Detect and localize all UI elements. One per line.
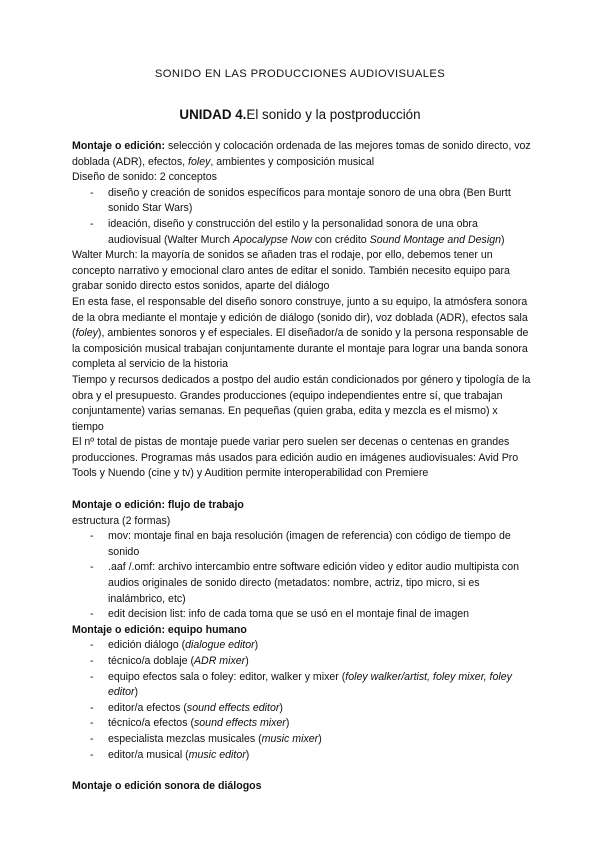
list-item: [108, 716, 532, 732]
section4-heading: [72, 779, 532, 795]
role-term: music mixer: [261, 732, 319, 745]
paragraph-phase: [72, 295, 532, 373]
role-term: sound effects editor: [186, 701, 280, 714]
role-term: dialogue editor: [185, 639, 255, 652]
role-term: foley walker/artist, foley mixer, foley editor: [108, 670, 512, 699]
unit-label: UNIDAD 4.: [179, 107, 247, 122]
film-title: Apocalypse Now: [233, 233, 312, 246]
section1-intro-text-b: , ambientes y composición musical: [210, 155, 375, 168]
role-term: music editor: [188, 748, 246, 761]
role-term: ADR mixer: [193, 655, 246, 667]
role-term: sound effects mixer: [193, 717, 286, 730]
section1-intro: [72, 139, 532, 170]
list-item-text: ): [500, 233, 505, 246]
role-label: equipo efectos sala o foley: editor, walker y mixer (: [108, 670, 346, 683]
team-list: [72, 638, 532, 763]
list-item: - .aaf /.omf: archivo intercambio entre software edición video y editor audio multipista con audios originales de sonido directo (metadatos: nombre, actriz, tipo micro, si es inalámbrico, etc): [108, 560, 532, 607]
list-item: - diseño y creación de sonidos específicos para montaje sonoro de una obra (Ben Burtt sonido Star Wars): [108, 186, 532, 217]
paragraph-tracks: El nº total de pistas de montaje puede variar pero suelen ser decenas o centenas en grandes producciones. Programas más usados para edición audio en imágenes audiovisuales: Avid Pro Tools y Nuendo (cine y tv) y Audition permite interoperabilidad con Premiere: [72, 436, 519, 480]
paragraph-murch: Walter Murch: la mayoría de sonidos se añaden tras el rodaje, por ello, debemos tener un concepto narrativo y emocional claro antes de editar el sonido. También necesito equipo para grabar sonido directo estos sonidos, aparte del diálogo: [72, 249, 510, 293]
role-label: especialista mezclas musicales (: [108, 732, 262, 745]
structure-line: estructura (2 formas): [72, 514, 171, 527]
section3-heading-text: Montaje o edición: equipo humano: [72, 623, 247, 636]
section3-heading: [72, 623, 532, 639]
list-item: [108, 670, 532, 701]
unit-subtitle: El sonido y la postproducción: [246, 107, 421, 122]
spacer: [72, 482, 532, 498]
document-title: SONIDO EN LAS PRODUCCIONES AUDIOVISUALES: [154, 68, 446, 80]
role-label: edición diálogo (: [108, 639, 186, 652]
list-item: [108, 732, 532, 748]
role-end: ): [254, 639, 259, 652]
workflow-list: [72, 529, 532, 623]
paragraph-text: ), ambientes sonoros y ef especiales. El diseñador/a de sonido y la persona responsable de la composición musical trabajan conjuntamente durante el montaje para lograr una banda sonora completa al servicio de la historia: [72, 327, 529, 371]
section1-intro-text-a: selección y colocación ordenada de las mejores tomas de sonido directo, voz doblada (ADR), efectos,: [72, 140, 531, 168]
section1-intro-foley: foley: [188, 155, 211, 168]
role-end: ): [318, 732, 322, 745]
sound-design-list: [72, 186, 532, 248]
role-label: editor/a musical (: [108, 748, 189, 761]
credit-title: Sound Montage and Design: [369, 233, 501, 246]
role-end: ): [279, 701, 283, 714]
list-item-text: ideación, diseño y construcción del estilo y la personalidad sonora de una obra audiovisual (Walter Murch: [108, 217, 478, 246]
paragraph-time: Tiempo y recursos dedicados a postpo del audio están condicionados por género y tipología de la obra y el presupuesto. Grandes producciones (equipo independientes entre sí, que trabajan conjuntamente) varias semanas. En pequeñas (quien graba, edita y mezcla es el mismo) x tiempo: [72, 373, 531, 433]
paragraph-text: En esta fase, el responsable del diseño sonoro construye, junto a su equipo, la atmósfera sonora de la obra mediante el montaje y edición de diálogo (sonido dir), voz doblada (ADR), efectos sala (: [72, 295, 528, 340]
role-end: ): [245, 655, 249, 667]
list-item: - mov: montaje final en baja resolución (imagen de referencia) con código de tiempo de sonido: [108, 529, 532, 560]
spacer: [72, 763, 532, 779]
section2-heading: [72, 498, 532, 514]
foley-term: foley: [75, 327, 98, 340]
list-item-text: con crédito: [311, 233, 370, 246]
document-body: [72, 139, 532, 795]
list-item: - edit decision list: info de cada toma que se usó en el montaje final de imagen: [108, 607, 532, 623]
list-item: [108, 654, 532, 670]
list-item: [108, 217, 532, 248]
role-end: ): [134, 686, 139, 699]
section4-heading-text: Montaje o edición sonora de diálogos: [72, 780, 262, 793]
list-item: [108, 701, 532, 717]
section2-heading-text: Montaje o edición: flujo de trabajo: [72, 499, 244, 512]
role-label: técnico/a efectos (: [108, 717, 194, 730]
sound-design-line: Diseño de sonido: 2 conceptos: [72, 171, 217, 184]
unit-title: [0, 106, 600, 124]
role-label: editor/a efectos (: [108, 701, 187, 714]
section1-heading: Montaje o edición:: [72, 140, 165, 152]
list-item: [108, 638, 532, 654]
role-end: ): [285, 717, 290, 730]
role-label: técnico/a doblaje (: [108, 655, 194, 667]
list-item: [108, 748, 532, 764]
role-end: ): [245, 748, 250, 761]
